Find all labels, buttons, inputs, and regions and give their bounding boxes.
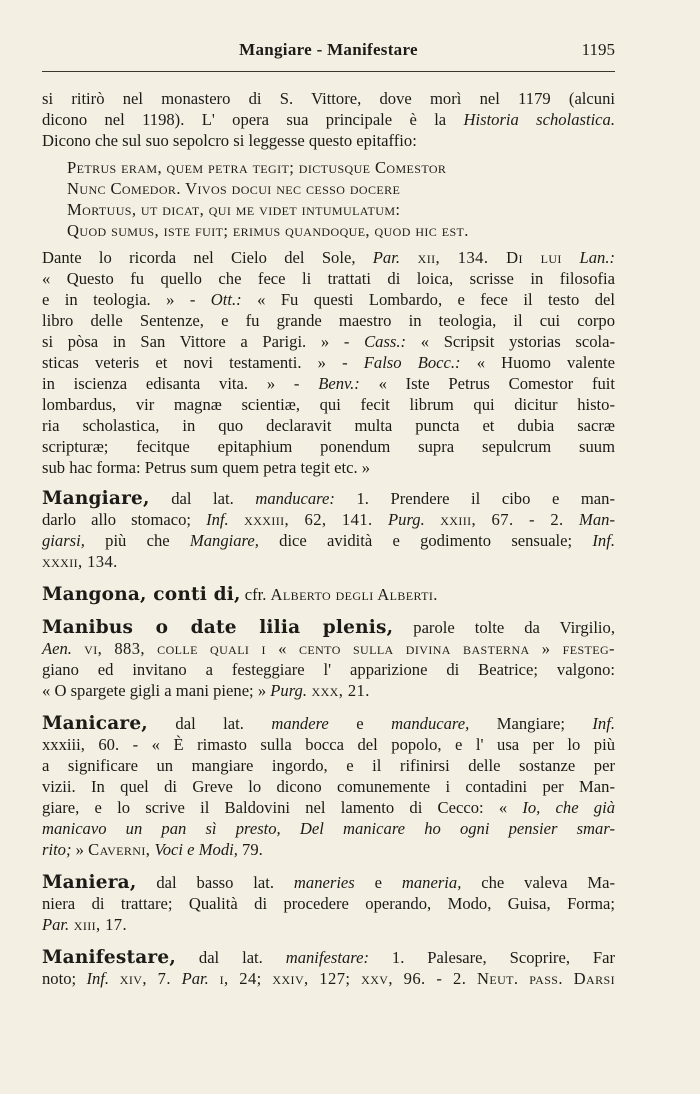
- page-header: [42, 40, 615, 68]
- text-line: giare, e lo scrive il Baldovini nel lamento di Cecco: « Io, che già: [42, 798, 615, 817]
- text-line: noto; Inf. xiv, 7. Par. i, 24; xxiv, 127; xxv, 96. - 2. Neut. pass. Darsi: [42, 969, 615, 988]
- text-line: Par. xiii, 17.: [42, 915, 128, 934]
- headword: Mangiare,: [42, 488, 150, 509]
- text-line: « O spargete gigli a mani piene; » Purg. xxx, 21.: [42, 681, 370, 700]
- text-line: lombardus, vir magnæ scientiæ, qui fecit librum qui dicitur histo-: [42, 395, 615, 414]
- text-line: scripturæ; fecitque epitaphium ponendum supra sepulcrum suum: [42, 437, 615, 456]
- text-line: « Questo fu quello che fece li trattati di loica, scrisse in filosofia: [42, 269, 615, 288]
- text-line: Mangona, conti di, cfr. Alberto degli Alberti.: [42, 584, 438, 605]
- entry-manicare: [42, 713, 615, 860]
- text-line: ria scholastica, in quo declaravit multa puncta et dubia sacræ: [42, 416, 615, 435]
- text-line: xxxiii, 60. - « È rimasto sulla bocca del popolo, e l' usa per lo più: [42, 735, 615, 754]
- entry-mangiare: [42, 488, 615, 572]
- text-line: giano ed invitano a festeggiare l' apparizione di Beatrice; valgono:: [42, 660, 615, 679]
- text-line: a significare un mangiare ingordo, e il rifinirsi delle sostanze per: [42, 756, 615, 775]
- text-line: rito; » Caverni, Voci e Modi, 79.: [42, 840, 263, 859]
- text-line: darlo allo stomaco; Inf. xxxiii, 62, 141. Purg. xxiii, 67. - 2. Man-: [42, 510, 615, 529]
- text-line: dicono nel 1198). L' opera sua principale è la Historia scholastica.: [42, 110, 615, 129]
- headword: Manifestare,: [42, 947, 176, 968]
- text-line: Maniera, dal basso lat. maneries e maneria, che valeva Ma-: [42, 872, 615, 893]
- verse-line: Nunc Comedor. Vivos docui nec cesso docere: [67, 179, 401, 198]
- header-rule: [42, 71, 615, 72]
- headword: Mangona, conti di,: [42, 584, 241, 605]
- text-line: xxxii, 134.: [42, 552, 118, 571]
- running-head: Mangiare - Manifestare: [239, 40, 418, 59]
- text-line: Dicono che sul suo sepolcro si leggesse questo epitaffio:: [42, 131, 417, 150]
- verse-line: Petrus eram, quem petra tegit; dictusque Comestor: [67, 158, 447, 177]
- text-line: giarsi, più che Mangiare, dice avidità e godimento sensuale; Inf.: [42, 531, 615, 550]
- commentary-paragraph: [42, 247, 615, 478]
- text-line: manicavo un pan sì presto, Del manicare ho ogni pensier smar-: [42, 819, 615, 838]
- page-number: 1195: [581, 40, 615, 59]
- text-line: vizii. In quel di Greve lo dicono comunemente i contadini per Man-: [42, 777, 615, 796]
- text-line: in iscienza edisanta vita. » - Benv.: « Iste Petrus Comestor fuit: [42, 374, 615, 393]
- text-line: Aen. vi, 883, colle quali i « cento sulla divina basterna » festeg-: [42, 639, 615, 658]
- text-line: Manifestare, dal lat. manifestare: 1. Palesare, Scoprire, Far: [42, 947, 616, 968]
- text-line: e in teologia. » - Ott.: « Fu questi Lombardo, e fece il testo del: [42, 290, 616, 309]
- page-body: [42, 88, 615, 989]
- text-line: niera di trattare; Qualità di procedere operando, Modo, Guisa, Forma;: [42, 894, 615, 913]
- text-line: Mangiare, dal lat. manducare: 1. Prendere il cibo e man-: [42, 488, 615, 509]
- entry-mangona: [42, 584, 615, 605]
- headword: Manibus o date lilia plenis,: [42, 617, 394, 638]
- text-line: Manicare, dal lat. mandere e manducare, Mangiare; Inf.: [42, 713, 615, 734]
- text-line: sub hac forma: Petrus sum quem petra tegit etc. »: [42, 458, 371, 477]
- text-line: si ritirò nel monastero di S. Vittore, dove morì nel 1179 (alcuni: [42, 89, 615, 108]
- headword: Manicare,: [42, 713, 148, 734]
- text-line: Manibus o date lilia plenis, parole tolte da Virgilio,: [42, 617, 615, 638]
- entry-manibus: [42, 617, 615, 701]
- text-line: si pòsa in San Vittore a Parigi. » - Cass.: « Scripsit ystorias scola-: [42, 332, 616, 351]
- epitaph-verse: [67, 157, 615, 241]
- text-line: sticas veteris et novi testamenti. » - Falso Bocc.: « Huomo valente: [42, 353, 615, 372]
- verse-line: Mortuus, ut dicat, qui me videt intumulatum:: [67, 200, 401, 219]
- verse-line: Quod sumus, iste fuit; erimus quandoque, quod hic est.: [67, 221, 469, 240]
- entry-maniera: [42, 872, 615, 935]
- entry-manifestare: [42, 947, 615, 989]
- intro-paragraph: [42, 88, 615, 151]
- text-line: libro delle Sentenze, e fu grande maestro in teologia, il cui corpo: [42, 311, 615, 330]
- text-line: Dante lo ricorda nel Cielo del Sole, Par. xii, 134. Di lui Lan.:: [42, 248, 615, 267]
- headword: Maniera,: [42, 872, 137, 893]
